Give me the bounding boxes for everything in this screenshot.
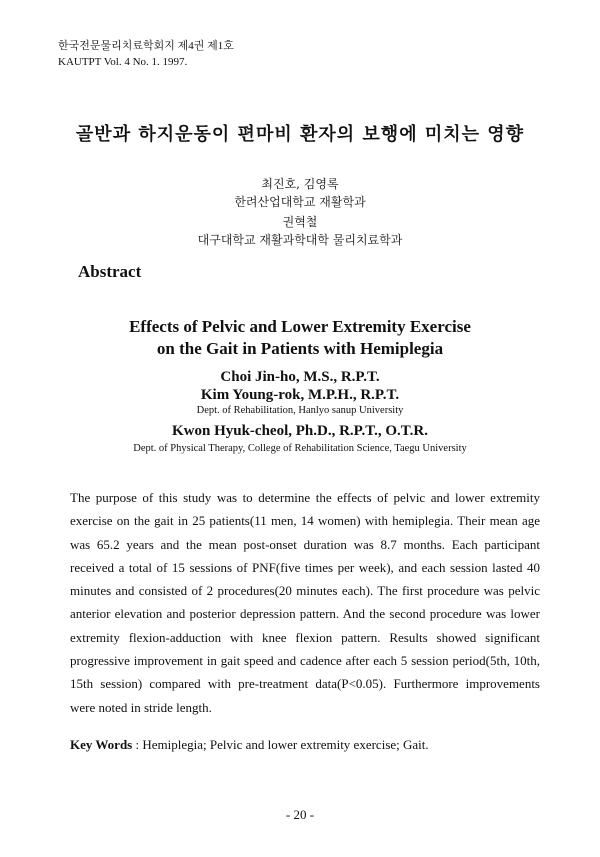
journal-korean-line: 한국전문물리치료학회지 제4권 제1호 [58, 40, 234, 52]
journal-english-line: KAUTPT Vol. 4 No. 1. 1997. [58, 56, 188, 68]
keywords [70, 737, 429, 753]
abstract-body [70, 486, 540, 719]
abstract-heading: Abstract [78, 262, 142, 281]
korean-affiliation-1: 한려산업대학교 재활학과 [234, 195, 366, 209]
english-author-3: Kwon Hyuk-cheol, Ph.D., R.P.T., O.T.R. [171, 423, 428, 439]
korean-authors-1: 최진호, 김영록 [261, 177, 339, 191]
english-author-2: Kim Young-rok, M.P.H., R.P.T. [200, 387, 400, 403]
keywords-label: Key Words [70, 737, 133, 752]
page-number: - 20 - [285, 807, 315, 822]
korean-authors-2: 권혁철 [282, 215, 318, 229]
english-title [0, 316, 600, 360]
keywords-value: Hemiplegia; Pelvic and lower extremity exercise; Gait. [142, 737, 429, 752]
journal-header [58, 38, 234, 70]
korean-title: 골반과 하지운동이 편마비 환자의 보행에 미치는 영향 [75, 124, 525, 145]
english-affiliation-2: Dept. of Physical Therapy, College of Rehabilitation Science, Taegu University [133, 443, 467, 454]
abstract-paragraph: The purpose of this study was to determine the effects of pelvic and lower extremity exercise on the gait in 25 patients(11 men, 14 women) with hemiplegia. Their mean age was 65.2 years and the mean post-onset duration was 8.7 months. Each participant received a total of 15 sessions of PNF(five times per week), and each session lasted 40 minutes and consisted of 2 procedures(20 minutes each). The first procedure was pelvic anterior elevation and posterior depression pattern. And the second procedure was lower extremity flexion-adduction with knee flexion pattern. Results showed significant progressive improvement in gait speed and cadence after each 5 session period(5th, 10th, 15th session) compared with pre-treatment data(P<0.05). Furthermore improvements were noted in stride length. [70, 490, 540, 715]
keywords-separator: : [132, 737, 143, 752]
korean-affiliation-2: 대구대학교 재활과학대학 물리치료학과 [197, 233, 403, 247]
english-affiliation-1: Dept. of Rehabilitation, Hanlyo sanup University [196, 405, 404, 416]
english-title-line-2: on the Gait in Patients with Hemiplegia [156, 339, 444, 358]
english-title-line-1: Effects of Pelvic and Lower Extremity Exercise [129, 317, 471, 336]
english-author-1: Choi Jin-ho, M.S., R.P.T. [220, 369, 380, 385]
